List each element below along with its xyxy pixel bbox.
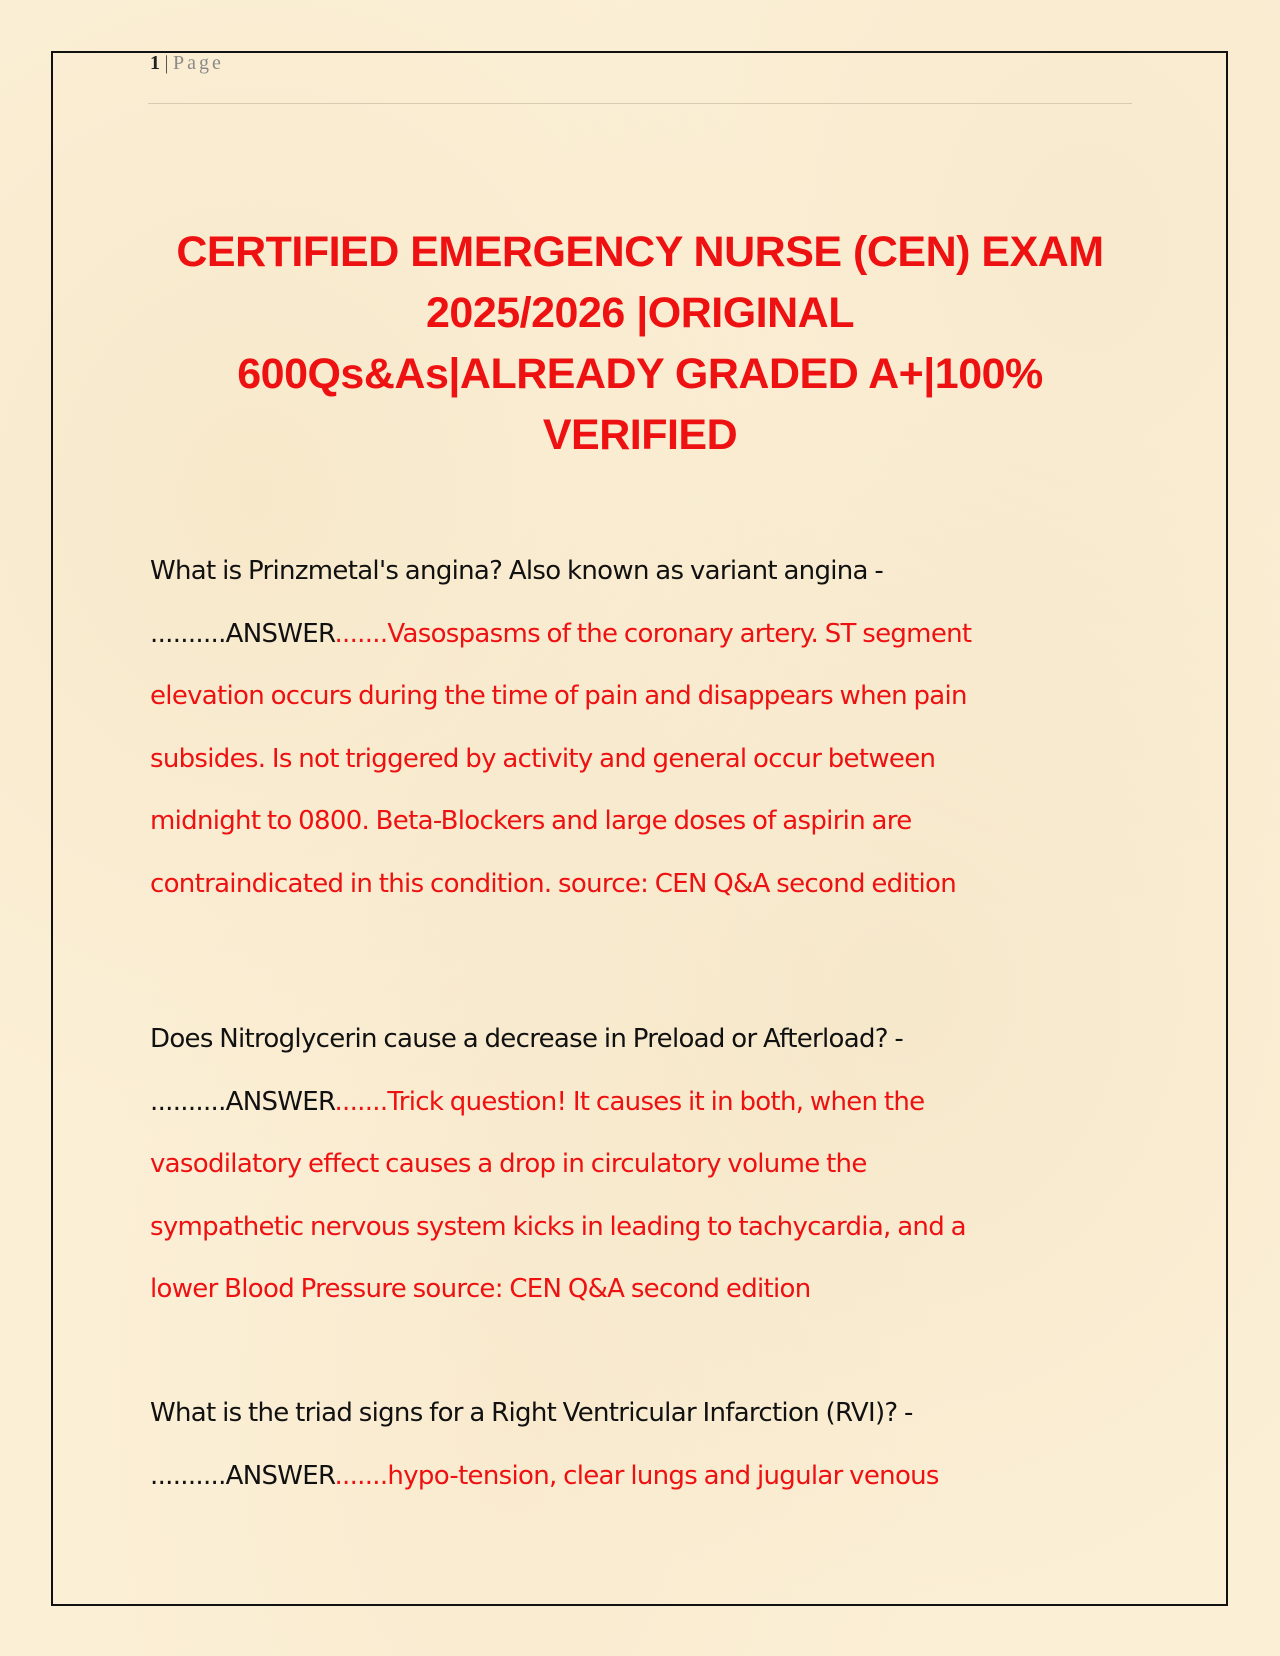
answer-text: hypo-tension, clear lungs and jugular venous bbox=[387, 1460, 939, 1491]
title-line: 2025/2026 |ORIGINAL bbox=[426, 289, 854, 337]
qa-item-3 bbox=[150, 1382, 1090, 1507]
title-line: VERIFIED bbox=[542, 411, 738, 459]
answer-dots: ....... bbox=[334, 1086, 388, 1117]
qa-item-1 bbox=[150, 540, 1090, 915]
answer-line-first bbox=[150, 603, 1090, 666]
title-line: CERTIFIED EMERGENCY NURSE (CEN) EXAM bbox=[176, 228, 1104, 276]
answer-prefix: ..........ANSWER bbox=[150, 1460, 335, 1491]
answer-line: subsides. Is not triggered by activity and general occur between bbox=[150, 743, 936, 774]
answer-prefix: ..........ANSWER bbox=[150, 1086, 335, 1117]
document-title bbox=[140, 222, 1140, 466]
answer-line: sympathetic nervous system kicks in leading to tachycardia, and a bbox=[150, 1211, 966, 1242]
qa-item-2 bbox=[150, 1008, 1090, 1321]
answer-prefix: ..........ANSWER bbox=[150, 618, 335, 649]
title-line: 600Qs&As|ALREADY GRADED A+|100% bbox=[237, 350, 1043, 398]
page-separator: | bbox=[164, 52, 170, 74]
answer-text: Vasospasms of the coronary artery. ST segment bbox=[387, 618, 972, 649]
answer-line-first bbox=[150, 1445, 1090, 1508]
question-text: Does Nitroglycerin cause a decrease in Preload or Afterload? - bbox=[150, 1024, 904, 1054]
answer-line: midnight to 0800. Beta-Blockers and large doses of aspirin are bbox=[150, 806, 912, 836]
answer-dots: ....... bbox=[334, 1460, 388, 1491]
page-label: Page bbox=[173, 52, 224, 74]
answer-text: Trick question! It causes it in both, when the bbox=[387, 1086, 925, 1117]
answer-dots: ....... bbox=[334, 618, 388, 649]
question-text: What is Prinzmetal's angina? Also known as variant angina - bbox=[150, 556, 884, 586]
answer-line: vasodilatory effect causes a drop in circulatory volume the bbox=[150, 1149, 867, 1179]
answer-line-first bbox=[150, 1071, 1090, 1134]
page-header bbox=[150, 52, 224, 75]
answer-line: contraindicated in this condition. source: CEN Q&A second edition bbox=[150, 868, 956, 899]
header-divider bbox=[148, 103, 1132, 104]
answer-line: lower Blood Pressure source: CEN Q&A second edition bbox=[150, 1274, 811, 1304]
question-text: What is the triad signs for a Right Ventricular Infarction (RVI)? - bbox=[150, 1398, 913, 1428]
answer-line: elevation occurs during the time of pain and disappears when pain bbox=[150, 681, 967, 711]
page-number: 1 bbox=[150, 52, 161, 74]
